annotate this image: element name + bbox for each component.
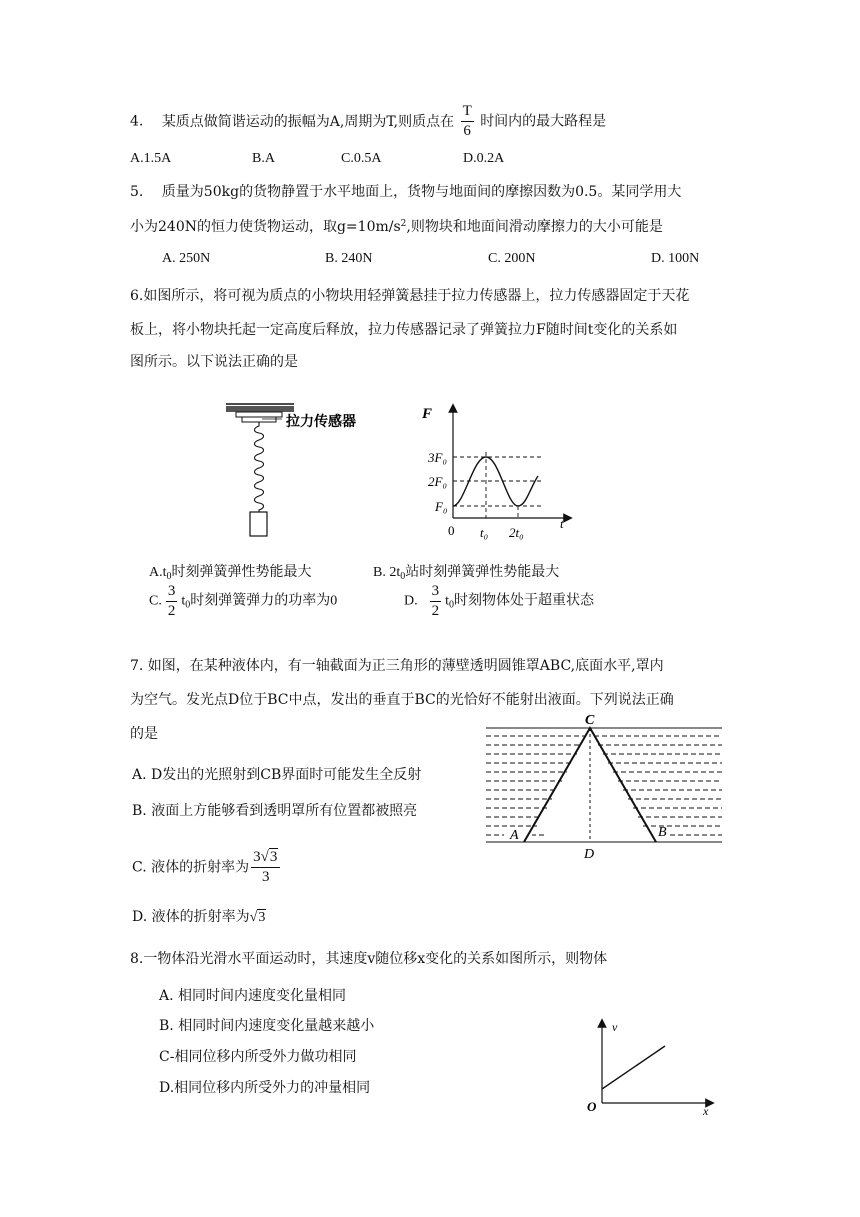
velocity-displacement-graph <box>560 1015 720 1120</box>
force-curve <box>453 457 538 506</box>
tick-t0: t₀ <box>480 525 489 540</box>
block <box>250 512 267 536</box>
q4-stem <box>130 104 606 139</box>
origin-label: O <box>587 1099 597 1114</box>
q7-option-a: A. D发出的光照射到CB界面时可能发生全反射 <box>132 767 422 783</box>
q5-stem: 质量为50kg的货物静置于水平地面上，货物与地面间的摩擦因数为0.5。某同学用大 <box>161 184 682 200</box>
q4-option-c: C.0.5A <box>341 151 382 166</box>
q7-option-d: D. 液体的折射率为√3 <box>132 909 266 925</box>
tick-3f0: 3F₀ <box>428 450 447 465</box>
q4-stem-part-b: 时间内的最大路程是 <box>480 113 607 130</box>
graph-x-label: t <box>560 516 564 531</box>
q6-line-1: 6.如图所示，将可视为质点的小物块用轻弹簧悬挂于拉力传感器上，拉力传感器固定于天花 <box>130 288 690 304</box>
q5-line-2: 小为240N的恒力使货物运动，取$g=10m/s^2$,则物块和地面间滑动摩擦力的大小可能是 <box>130 219 663 235</box>
q8-line-1: 8.一物体沿光滑水平面运动时，其速度v随位移x变化的关系如图所示，则物体 <box>130 951 608 967</box>
q7-line-3: 的是 <box>130 726 158 742</box>
q5-option-d: D. 100N <box>651 251 700 266</box>
q7-line-2: 为空气。发光点D位于BC中点，发出的垂直于BC的光恰好不能射出液面。下列说法正确 <box>130 692 674 708</box>
tick-2f0: 2F₀ <box>428 474 447 489</box>
q4-number: 4. <box>130 113 144 130</box>
q4-fraction: $\frac{T}{6}$ <box>462 103 472 139</box>
v-axis-label: v <box>612 1020 618 1034</box>
label-c: C <box>585 713 595 728</box>
label-b: B <box>658 825 667 840</box>
velocity-line <box>602 1046 665 1089</box>
q7-line-1: 7. 如图，在某种液体内，有一轴截面为正三角形的薄壁透明圆锥罩ABC,底面水平,罩内 <box>130 658 664 674</box>
q5-line-1 <box>130 181 681 201</box>
spring-coil <box>255 422 264 514</box>
q5-option-b: B. 240N <box>325 251 373 266</box>
q6-option-b: B. $2t_0$站时刻弹簧弹性势能最大 <box>373 565 560 582</box>
q7-option-b: B. 液面上方能够看到透明罩所有位置都被照亮 <box>132 803 418 819</box>
q8-option-b: B. 相同时间内速度变化量越来越小 <box>159 1018 375 1034</box>
tick-2t0: 2t₀ <box>509 525 524 540</box>
q6-option-a: $A.t_0$时刻弹簧弹性势能最大 <box>149 565 312 582</box>
spring-sensor-figure <box>222 398 372 548</box>
ceiling-hatch <box>226 404 294 412</box>
q8-option-d: D.相同位移内所受外力的冲量相同 <box>159 1080 371 1096</box>
tick-0: 0 <box>448 523 455 538</box>
cone-liquid-figure <box>482 710 726 860</box>
q4-option-d: D.0.2A <box>463 151 505 166</box>
q8-option-c: C-相同位移内所受外力做功相同 <box>159 1049 357 1065</box>
sensor-label: 拉力传感器 <box>286 415 356 430</box>
q4-option-b: B.A <box>252 151 275 166</box>
q4-option-a: A.1.5A <box>130 151 172 166</box>
q5-option-a: A. 250N <box>162 251 211 266</box>
q5-number: 5. <box>130 184 144 200</box>
q4-stem-part-a: 某质点做简谐运动的振幅为A,周期为T,则质点在 <box>161 113 455 130</box>
tick-f0: F₀ <box>435 499 448 514</box>
graph-y-label: F <box>422 406 433 422</box>
x-axis-label: x <box>703 1104 709 1118</box>
q5-option-c: C. 200N <box>488 251 536 266</box>
label-a: A <box>510 828 519 843</box>
force-time-graph <box>410 400 580 550</box>
q7-option-c: C. 液体的折射率为 $\frac{3√3}{3}$ <box>132 850 282 885</box>
q8-option-a: A. 相同时间内速度变化量相同 <box>159 988 347 1004</box>
q6-option-d: D. $\frac{3}{2}$ $t_0$时刻物体处于超重状态 <box>404 583 595 619</box>
label-d: D <box>584 847 595 860</box>
q6-line-2: 板上，将小物块托起一定高度后释放，拉力传感器记录了弹簧拉力F随时间t变化的关系如 <box>130 322 678 338</box>
sensor-block <box>236 412 282 422</box>
q6-option-c: C. $\frac{3}{2}$ $t_0$时刻弹簧弹力的功率为0 <box>149 583 338 619</box>
q6-line-3: 图所示。以下说法正确的是 <box>130 354 298 370</box>
